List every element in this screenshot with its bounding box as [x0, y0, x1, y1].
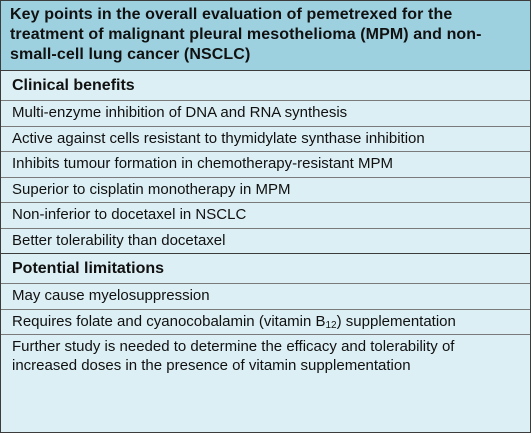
list-item: Active against cells resistant to thymidylate synthase inhibition — [1, 127, 530, 153]
list-item: May cause myelosuppression — [1, 284, 530, 310]
section-heading-potential-limitations: Potential limitations — [1, 254, 530, 284]
list-item: Non-inferior to docetaxel in NSCLC — [1, 203, 530, 229]
list-item: Inhibits tumour formation in chemotherapy-resistant MPM — [1, 152, 530, 178]
list-item-vitamin-supplementation — [1, 310, 530, 336]
table-title: Key points in the overall evaluation of pemetrexed for the treatment of malignant pleural mesothelioma (MPM) and non-small-cell lung cancer (NSCLC) — [1, 1, 530, 71]
list-item: Superior to cisplatin monotherapy in MPM — [1, 178, 530, 204]
section-potential-limitations — [1, 254, 530, 378]
section-clinical-benefits — [1, 71, 530, 254]
list-item: Further study is needed to determine the efficacy and tolerability of increased doses in the presence of vitamin supplementation — [12, 338, 455, 374]
section-heading-clinical-benefits: Clinical benefits — [1, 71, 530, 101]
vitamin-subscript: 12 — [325, 319, 337, 331]
list-item: Multi-enzyme inhibition of DNA and RNA synthesis — [1, 101, 530, 127]
vitamin-text-before: Requires folate and cyanocobalamin (vitamin B — [12, 312, 326, 330]
vitamin-text-after: ) supplementation — [336, 312, 456, 330]
list-item: Better tolerability than docetaxel — [1, 229, 530, 255]
